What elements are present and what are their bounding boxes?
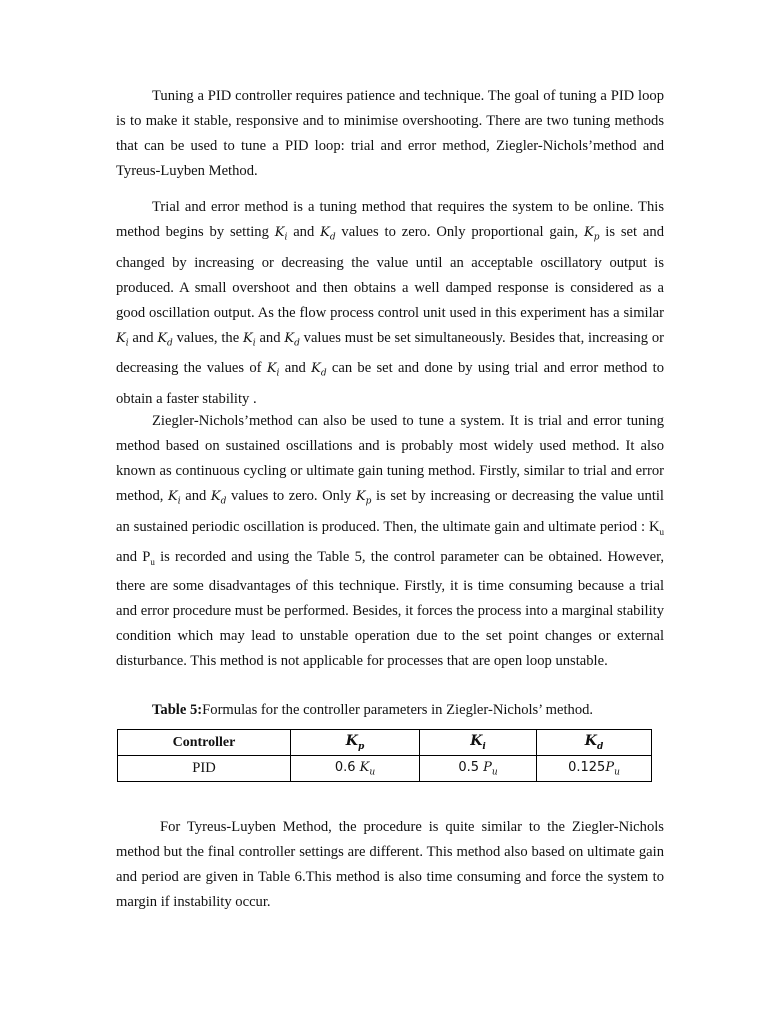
paragraph-intro xyxy=(116,84,664,184)
cell-ki: 0.5 $P_u$ xyxy=(420,756,537,782)
subscript-u: u xyxy=(150,556,155,567)
paragraph-tyreus-luyben-text: For Tyreus-Luyben Method, the procedure is quite similar to the Ziegler-Nichols method but the final controller settings are different. This method also based on ultimate gain and period are given in Table 6.This method is also time consuming and force the system to margin if instability occur. xyxy=(116,819,664,910)
text-run: and xyxy=(287,224,321,240)
math-kd: $K_d$ xyxy=(311,361,327,379)
math-ki: $K_i$ xyxy=(243,330,256,349)
math-ki: $K_i$ xyxy=(116,330,129,349)
math-kd: $K_d$ xyxy=(320,225,336,243)
text-run: Ziegler-Nichols’method can also be used to tune a system. It is trial and error tuning method based on sustained oscillations and is probably most widely used method. It also known as continuous cycling or ultimate gain tuning method. Firstly, similar to trial and error method, xyxy=(116,413,664,504)
math-kp: $K_p$ xyxy=(583,225,600,243)
cell-kd: $0.125P_u$ xyxy=(537,756,652,782)
text-run: values must be set simultaneously. Besides that, increasing or decreasing the values of xyxy=(116,329,664,377)
table-row xyxy=(118,756,652,782)
paragraph-trial-error xyxy=(116,195,664,412)
text-run: and xyxy=(180,488,211,504)
paragraph-tyreus-luyben xyxy=(116,815,664,915)
text-run: values to zero. Only xyxy=(226,488,356,504)
text-run: and xyxy=(128,329,158,346)
header-kp: $K_p$ xyxy=(291,730,420,756)
math-kd: $K_d$ xyxy=(284,330,300,349)
text-run: can be set and done by using trial and error method to obtain a faster stability . xyxy=(116,360,664,407)
header-ki: $K_i$ xyxy=(420,730,537,756)
math-ki: $K_i$ xyxy=(274,225,288,243)
cell-kp: 0.6 $K_u$ xyxy=(291,756,420,782)
paragraph-intro-text: Tuning a PID controller requires patience and technique. The goal of tuning a PID loop is to make it stable, responsive and to minimise overshooting. There are two tuning methods that can be used to tune a PID loop: trial and error method, Ziegler-Nichols’method and Tyreus-Luyben Method. xyxy=(116,88,664,179)
zn-formula-table xyxy=(117,729,652,782)
text-run: Trial and error method is a tuning method that requires the system to be online. This method begins by setting xyxy=(116,199,664,240)
paragraph-ziegler-nichols xyxy=(116,409,664,674)
header-controller: Controller xyxy=(118,730,291,756)
math-kd: $K_d$ xyxy=(210,489,227,507)
text-run: values to zero. Only proportional gain, xyxy=(335,224,584,240)
table-caption-text: Formulas for the controller parameters in Ziegler-Nichols’ method. xyxy=(202,702,594,718)
table-header-row xyxy=(118,730,652,756)
cell-controller: PID xyxy=(118,756,291,782)
subscript-u: u xyxy=(659,526,664,537)
table-caption-label: Table 5: xyxy=(152,702,203,718)
math-kp: $K_p$ xyxy=(355,489,372,507)
text-run: is recorded and using the Table 5, the control parameter can be obtained. However, there are some disadvantages of this technique. Firstly, it is time consuming because a trial and error procedure must be performed. Besides, it forces the process into a marginal stability condition which may lead to unstable operation due to the set point changes or external disturbance. This method is not applicable for processes that are open loop unstable. xyxy=(116,548,664,670)
text-run: and xyxy=(279,360,312,377)
table-caption xyxy=(152,700,593,720)
text-run: and P xyxy=(116,548,151,565)
text-run: and xyxy=(255,329,285,346)
text-run: values, the xyxy=(172,329,244,346)
math-ki: $K_i$ xyxy=(266,361,280,379)
text-run: is set by increasing or decreasing the value until an sustained periodic oscillation is produced. Then, the ultimate gain and ultimate period : K xyxy=(116,488,664,535)
math-kd: $K_d$ xyxy=(157,330,173,349)
header-kd: $K_d$ xyxy=(537,730,652,756)
math-ki: $K_i$ xyxy=(168,489,181,507)
text-run: is set and changed by increasing or decreasing the value until an acceptable oscillatory output is produced. A small overshoot and then obtains a well damped response is considered as a good oscillation output. As the flow process control unit used in this experiment has a similar xyxy=(116,224,664,321)
